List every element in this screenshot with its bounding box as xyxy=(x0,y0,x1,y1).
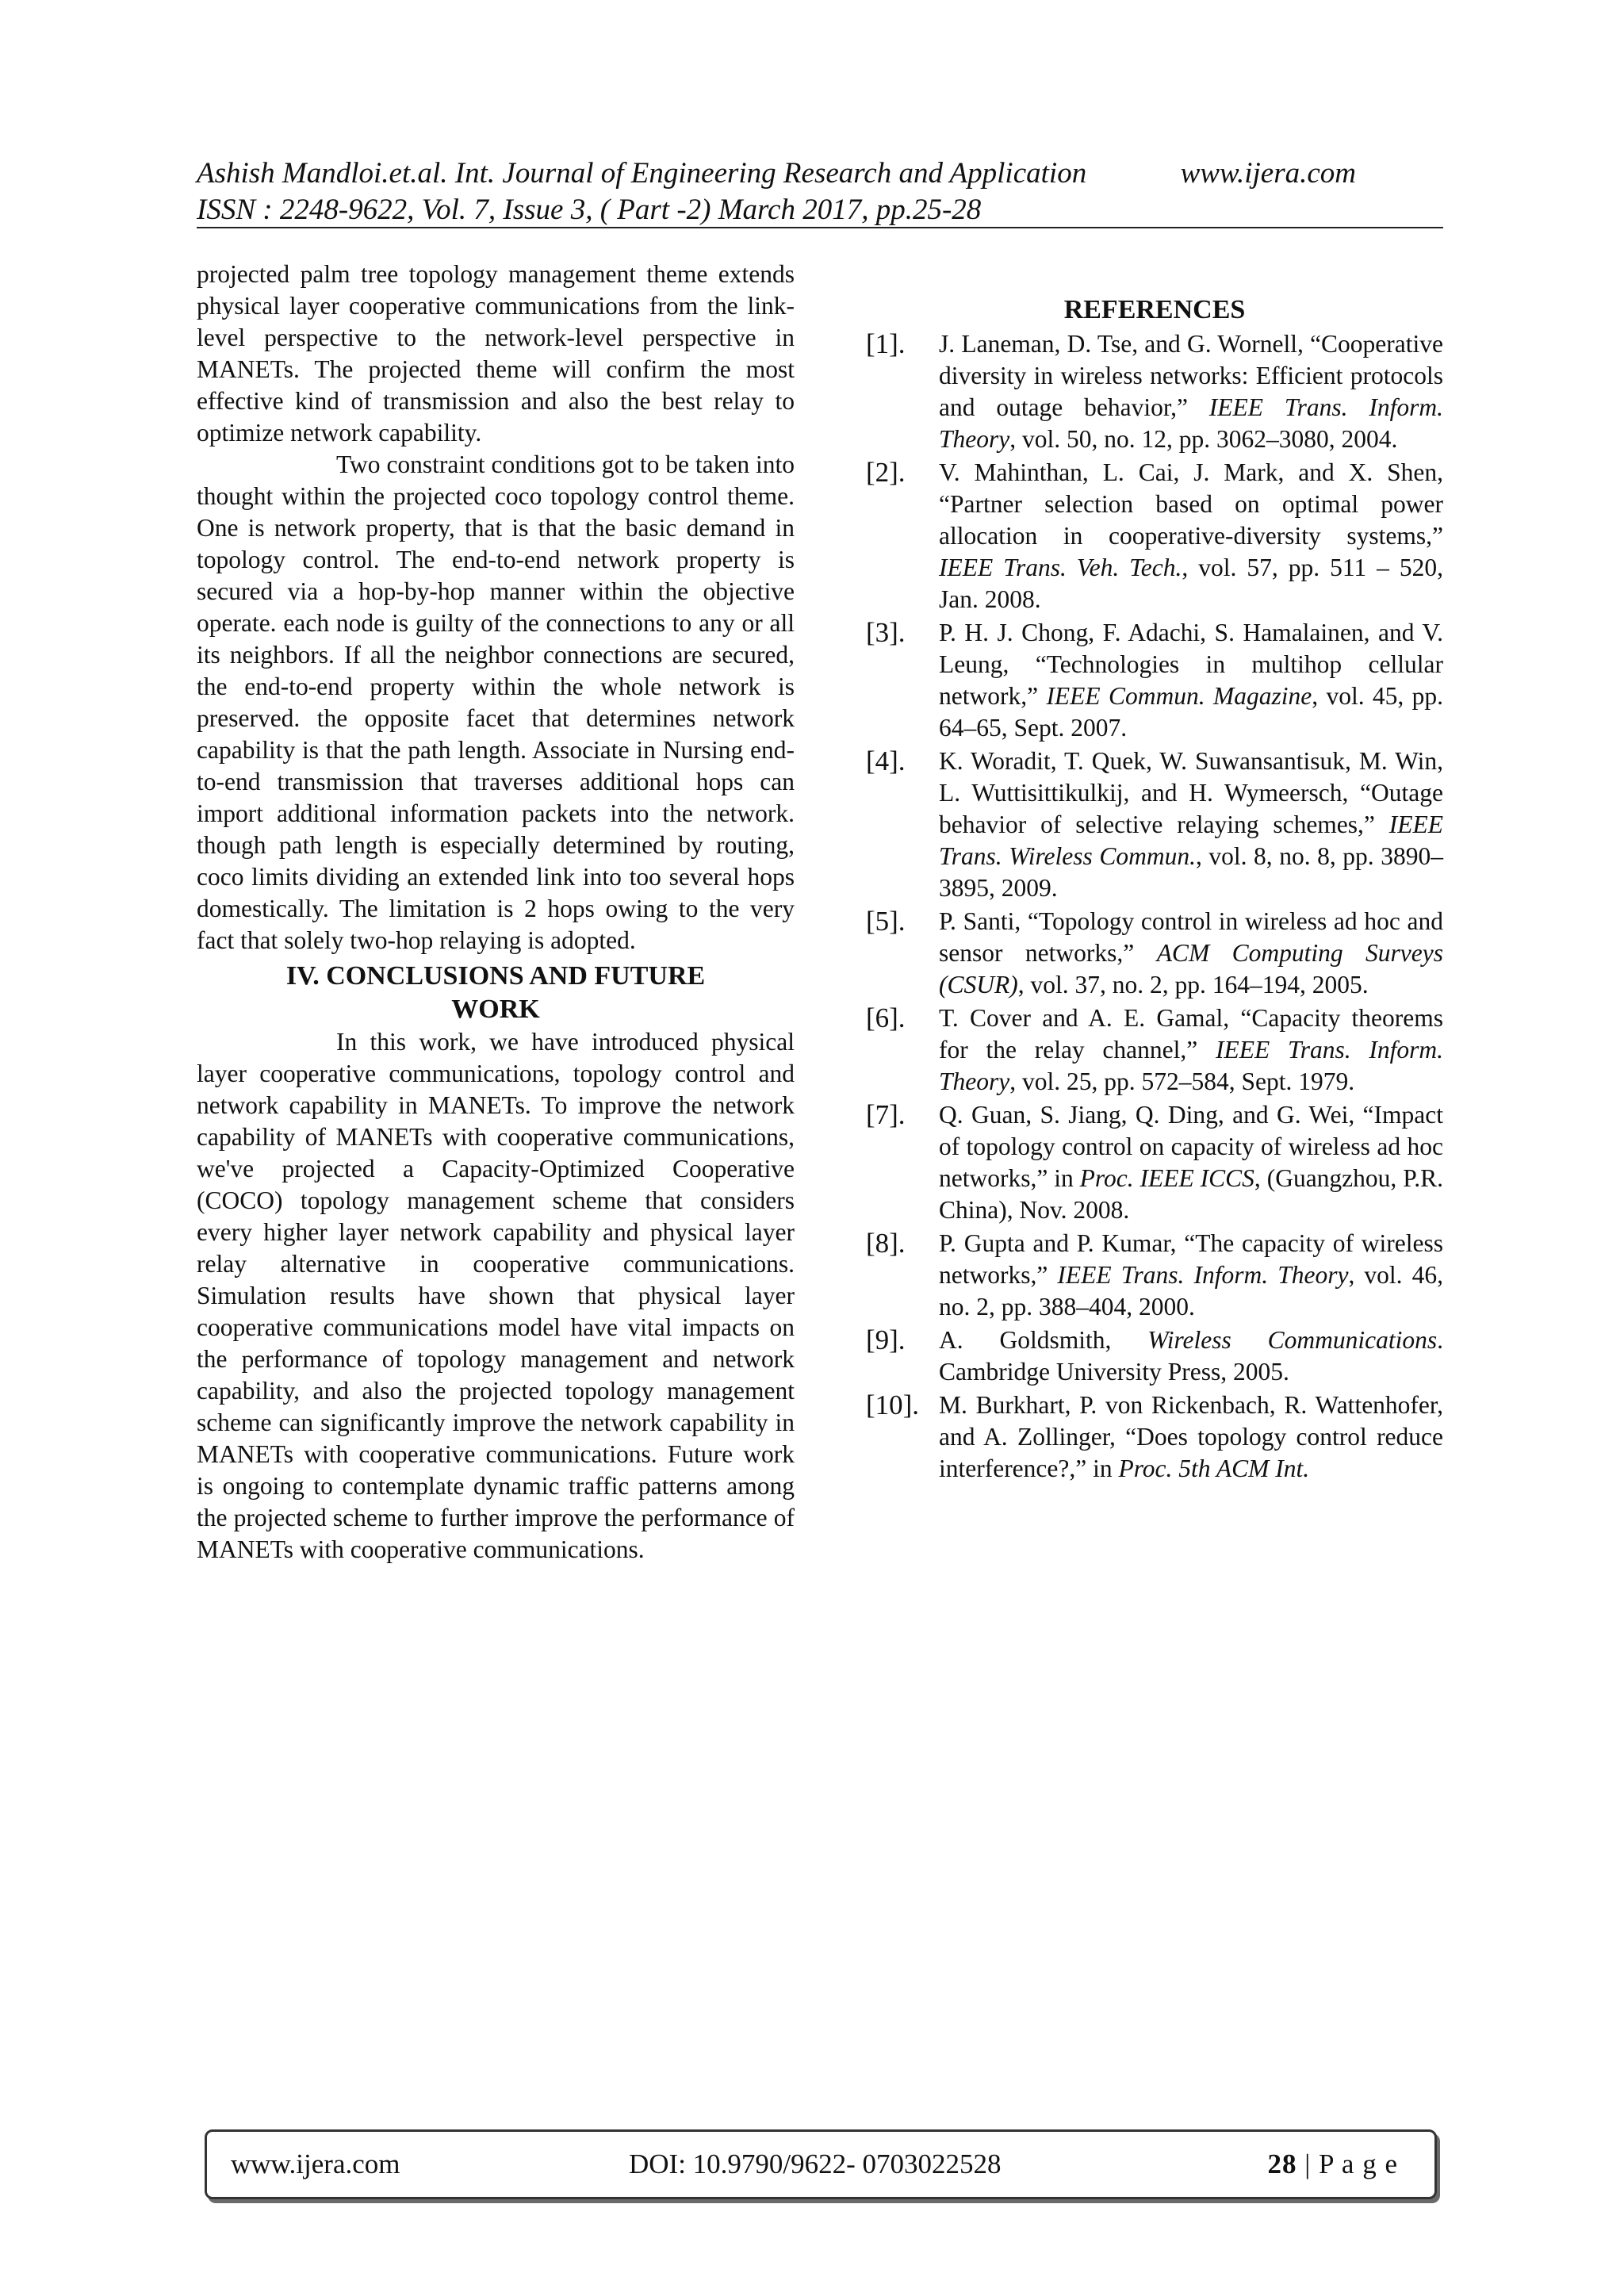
reference-number: [6]. xyxy=(866,1002,906,1033)
reference-details: , vol. 46, no. 2, pp. 388–404, 2000. xyxy=(939,1261,1443,1320)
reference-text xyxy=(939,1389,1443,1485)
reference-number: [2]. xyxy=(866,457,906,488)
reference-text xyxy=(939,457,1443,615)
reference-number: [10]. xyxy=(866,1389,920,1420)
reference-text xyxy=(939,746,1443,904)
reference-item xyxy=(866,617,1443,744)
running-header xyxy=(197,155,1443,228)
reference-details: , vol. 37, no. 2, pp. 164–194, 2005. xyxy=(1017,971,1369,999)
left-column xyxy=(197,259,795,1566)
reference-item xyxy=(866,746,1443,904)
reference-details: , vol. 45, pp. 64–65, Sept. 2007. xyxy=(939,682,1444,742)
reference-text xyxy=(939,906,1443,1001)
reference-text xyxy=(939,1099,1443,1226)
reference-authors-title: T. Cover and A. E. Gamal, “Capacity theorems for the relay channel,” xyxy=(939,1004,1443,1064)
reference-details: . Cambridge University Press, 2005. xyxy=(939,1326,1443,1386)
reference-item xyxy=(866,1324,1443,1388)
reference-venue: IEEE Trans. Wireless Commun. xyxy=(939,811,1443,870)
reference-authors-title: J. Laneman, D. Tse, and G. Wornell, “Cooperative diversity in wireless networks: Efficient protocols and outage behavior,” xyxy=(939,330,1443,421)
reference-number: [3]. xyxy=(866,617,906,648)
section-heading-line: IV. CONCLUSIONS AND FUTURE xyxy=(285,961,706,991)
issn-line: ISSN : 2248-9622, Vol. 7, Issue 3, ( Part -2) March 2017, pp.25-28 xyxy=(197,194,982,226)
right-column xyxy=(866,259,1443,1486)
reference-details: , vol. 50, no. 12, pp. 3062–3080, 2004. xyxy=(1009,425,1398,453)
reference-item xyxy=(866,1002,1443,1098)
reference-venue: ACM Computing Surveys (CSUR) xyxy=(939,939,1444,999)
reference-authors-title: P. Santi, “Topology control in wireless ad hoc and sensor networks,” xyxy=(939,907,1443,967)
reference-details: , vol. 8, no. 8, pp. 3890–3895, 2009. xyxy=(939,842,1443,902)
reference-text xyxy=(939,617,1443,744)
reference-details: , vol. 25, pp. 572–584, Sept. 1979. xyxy=(1009,1068,1355,1095)
reference-item xyxy=(866,1228,1443,1323)
reference-number: [1]. xyxy=(866,328,906,359)
reference-item xyxy=(866,1389,1443,1485)
reference-text xyxy=(939,1002,1443,1098)
reference-venue: IEEE Trans. Inform. Theory xyxy=(939,1036,1443,1095)
reference-details: , vol. 57, pp. 511 – 520, Jan. 2008. xyxy=(939,554,1443,613)
header-rule xyxy=(197,227,1443,228)
reference-number: [5]. xyxy=(866,906,906,937)
section-heading-line: WORK xyxy=(451,995,540,1024)
reference-authors-title: P. Gupta and P. Kumar, “The capacity of wireless networks,” xyxy=(939,1229,1443,1289)
journal-citation: Ashish Mandloi.et.al. Int. Journal of Engineering Research and Application xyxy=(197,157,1087,190)
reference-authors-title: M. Burkhart, P. von Rickenbach, R. Wattenhofer, and A. Zollinger, “Does topology control reduce interference?,” in xyxy=(939,1391,1443,1482)
reference-number: [4]. xyxy=(866,746,906,776)
reference-venue: IEEE Commun. Magazine xyxy=(1046,682,1312,710)
references-heading: REFERENCES xyxy=(1063,295,1246,324)
page-number-value: 28 xyxy=(1267,2148,1297,2179)
reference-venue: IEEE Trans. Inform. Theory xyxy=(939,393,1444,453)
reference-venue: Proc. 5th ACM Int. xyxy=(1118,1455,1310,1482)
body-paragraph: projected palm tree topology management theme extends physical layer cooperative communications from the link-level perspective to the network-level perspective in MANETs. The projected theme will confirm the most effective kind of transmission and also the best relay to optimize network capability. xyxy=(197,260,795,447)
reference-item xyxy=(866,328,1443,455)
reference-authors-title: A. Goldsmith, xyxy=(939,1326,1148,1354)
body-paragraph: In this work, we have introduced physical layer cooperative communications, topology control and network capability in MANETs. To improve the network capability of MANETs with cooperative communications, we've projected a Capacity-Optimized Cooperative (COCO) topology management scheme that considers every higher layer network capability and physical layer relay alternative in cooperative communications. Simulation results have shown that physical layer cooperative communications model have vital impacts on the performance of topology management and network capability, and also the projected topology management scheme can significantly improve the network capability in MANETs with cooperative communications. Future work is ongoing to contemplate dynamic traffic patterns among the projected scheme to further improve the performance of MANETs with cooperative communications. xyxy=(197,1028,795,1563)
reference-text xyxy=(939,328,1443,455)
footer-doi: DOI: 10.9790/9622- 0703022528 xyxy=(629,2148,1002,2179)
reference-venue: Wireless Communications xyxy=(1147,1326,1438,1354)
reference-list xyxy=(866,328,1443,1485)
body-paragraph: Two constraint conditions got to be taken into thought within the projected coco topology control theme. One is network property, that is that the basic demand in topology control. The end-to-end network property is secured via a hop-by-hop manner within the objective operate. each node is guilty of the connections to any or all its neighbors. If all the neighbor connections are secured, the end-to-end property within the whole network is preserved. the opposite facet that determines network capability is that the path length. Associate in Nursing end-to-end transmission that traverses additional hops can import additional information packets into the network. though path length is especially determined by routing, coco limits dividing an extended link into too several hops domestically. The limitation is 2 hops owing to the very fact that solely two-hop relaying is adopted. xyxy=(197,450,795,954)
reference-number: [7]. xyxy=(866,1099,906,1130)
footer-website: www.ijera.com xyxy=(231,2148,400,2179)
reference-item xyxy=(866,906,1443,1001)
page-number xyxy=(1268,2148,1399,2180)
reference-text xyxy=(939,1228,1443,1323)
reference-authors-title: K. Woradit, T. Quek, W. Suwansantisuk, M. Win, L. Wuttisittikulkij, and H. Wymeersch, “Outage behavior of selective relaying schemes,” xyxy=(939,747,1443,838)
reference-item xyxy=(866,457,1443,615)
reference-venue: IEEE Trans. Inform. Theory xyxy=(1057,1261,1349,1289)
page-footer xyxy=(205,2129,1437,2199)
journal-website: www.ijera.com xyxy=(1180,157,1356,190)
reference-authors-title: P. H. J. Chong, F. Adachi, S. Hamalainen, and V. Leung, “Technologies in multihop cellular network,” xyxy=(939,619,1443,710)
reference-authors-title: V. Mahinthan, L. Cai, J. Mark, and X. Shen, “Partner selection based on optimal power allocation in cooperative-diversity systems,” xyxy=(939,458,1443,550)
reference-venue: Proc. IEEE ICCS xyxy=(1079,1164,1254,1192)
reference-authors-title: Q. Guan, S. Jiang, Q. Ding, and G. Wei, “Impact of topology control on capacity of wireless ad hoc networks,” in xyxy=(939,1101,1443,1192)
reference-details: , (Guangzhou, P.R. China), Nov. 2008. xyxy=(939,1164,1443,1224)
reference-number: [9]. xyxy=(866,1324,906,1355)
section-heading xyxy=(197,960,795,1026)
reference-venue: IEEE Trans. Veh. Tech. xyxy=(939,554,1182,581)
page-label: | P a g e xyxy=(1297,2148,1398,2179)
reference-number: [8]. xyxy=(866,1228,906,1259)
reference-item xyxy=(866,1099,1443,1226)
reference-text xyxy=(939,1324,1443,1388)
